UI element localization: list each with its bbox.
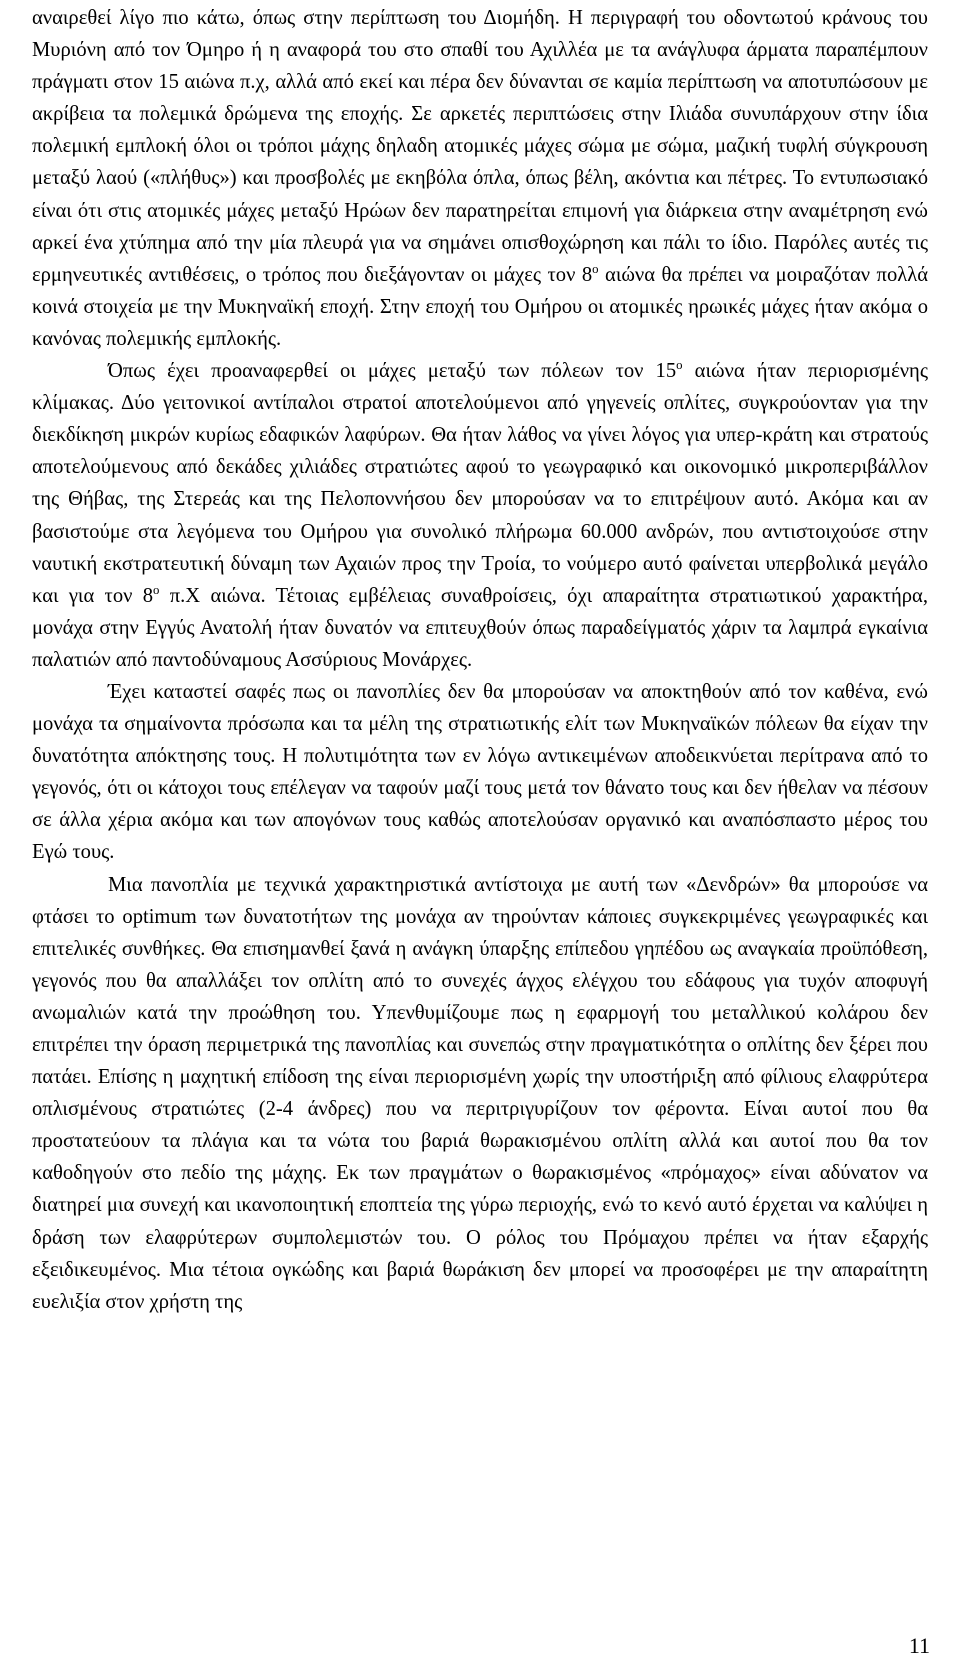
paragraph-1 [32,2,928,355]
superscript: ο [153,582,160,597]
text-run: αιώνα ήταν περιορισμένης κλίμακας. Δύο γειτονικοί αντίπαλοι στρατοί αποτελούμενοι από γηγενείς οπλίτες, συγκρούονταν για την διεκδίκηση μικρών κυρίως εδαφικών λαφύρων. Θα ήταν λάθος να γίνει λόγος για υπερ-κράτη και στρατούς αποτελούμενους από δεκάδες χιλιάδες στρατιώτες αφού το γεωγραφικό και οικονομικό μικροπεριβάλλον της Θήβας, της Στερεάς και της Πελοποννήσου δεν μπορούσαν να το επιτρέψουν αυτό. Ακόμα και αν βασιστούμε στα λεγόμενα του Ομήρου για συνολικό πλήρωμα 60.000 ανδρών, που αντιστοιχούσε στην ναυτική εκστρατευτική δύναμη των Αχαιών προς την Τροία, το νούμερο αυτό φαίνεται υπερβολικά μεγάλο και για τον 8 [32,360,928,607]
paragraph-3 [32,676,928,869]
superscript: ο [676,358,683,373]
text-run: π.Χ αιώνα. Τέτοιας εμβέλειας συναθροίσεις, όχι απαραίτητα στρατιωτικού χαρακτήρα, μονάχα στην Εγγύς Ανατολή ήταν δυνατόν να επιτευχθούν όπως παραδείγματός χάριν τα λαμπρά εγκαίνια παλατιών από παντοδύναμους Ασσύριους Μονάρχες. [32,584,928,671]
text-run: Μια πανοπλία με τεχνικά χαρακτηριστικά αντίστοιχα με αυτή των «Δενδρών» θα μπορούσε να φτάσει το optimum των δυνατοτήτων της μονάχα αν τηρούνταν κάποιες συγκεκριμένες γεωγραφικές και επιτελικές συνθήκες. Θα επισημανθεί ξανά η ανάγκη ύπαρξης επίπεδου γηπέδου ως αναγκαία προϋπόθεση, γεγονός που θα απαλλάξει τον οπλίτη από το συνεχές άγχος ελέγχου του εδάφους για τυχόν αποφυγή ανωμαλιών κατά την προώθηση του. Υπενθυμίζουμε πως η εφαρμογή του μεταλλικού κολάρου δεν επιτρέπει την όραση περιμετρικά της πανοπλίας και συνεπώς στην πραγματικότητα ο οπλίτης δεν ξέρει που πατάει. Επίσης η μαχητική επίδοση της είναι περιορισμένη χωρίς την υποστήριξη από φίλιους ελαφρύτερα οπλισμένους στρατιώτες (2-4 άνδρες) που να περιτριγυρίζουν τον φέροντα. Είναι αυτοί που θα προστατεύουν τα πλάγια και τα νώτα του βαριά θωρακισμένου οπλίτη αλλά και αυτοί που θα τον καθοδηγούν στο πεδίο της μάχης. Εκ των πραγμάτων ο θωρακισμένος «πρόμαχος» είναι αδύνατον να διατηρεί μια συνεχή και ικανοποιητική εποπτεία της γύρω περιοχής, ενώ το κενό αυτό έρχεται να καλύψει η δράση των ελαφρύτερων συμπολεμιστών του. Ο ρόλος του Πρόμαχου πρέπει να ήταν εξαρχής εξειδικευμένος. Μια τέτοια ογκώδης και βαριά θωράκιση δεν μπορεί να προσοφέρει με την απαραίτητη ευελιξία στον χρήστη της [32,873,928,1313]
superscript: ο [592,261,599,276]
text-run: Έχει καταστεί σαφές πως οι πανοπλίες δεν θα μπορούσαν να αποκτηθούν από τον καθένα, ενώ μονάχα τα σημαίνοντα πρόσωπα και τα μέλη της στρατιωτικής ελίτ των Μυκηναϊκών πόλεων θα είχαν την δυνατότητα απόκτησης τους. Η πολυτιμότητα των εν λόγω αντικειμένων αποδεικνύεται περίτρανα από το γεγονός, ότι οι κάτοχοι τους επέλεγαν να ταφούν μαζί τους μετά τον θάνατο τους και δεν ήθελαν να πέσουν σε άλλα χέρια ακόμα και των απογόνων τους καθώς αποτελούσαν οργανικό και αναπόσπαστο μέρος του Εγώ τους. [32,680,928,864]
body-text [32,2,928,1318]
paragraph-2 [32,355,928,676]
page-number: 11 [908,1633,930,1658]
text-run: αιώνα θα πρέπει να μοιραζόταν πολλά κοινά στοιχεία με την Μυκηναϊκή εποχή. Στην εποχή του Ομήρου οι ατομικές ηρωικές μάχες ήταν ακόμα ο κανόνας πολεμικής εμπλοκής. [32,263,928,350]
text-run: αναιρεθεί λίγο πιο κάτω, όπως στην περίπτωση του Διομήδη. Η περιγραφή του οδοντωτού κράνους του Μυριόνη από τον Όμηρο ή η αναφορά του στο σπαθί του Αχιλλέα με τα ανάγλυφα άρματα παραπέμπουν πράγματι στον 15 αιώνα π.χ, αλλά από εκεί και πέρα δεν δύνανται σε καμία περίπτωση να αποτυπώσουν με ακρίβεια τα πολεμικά δρώμενα της εποχής. Σε αρκετές περιπτώσεις στην Ιλιάδα συνυπάρχουν στην ίδια πολεμική εμπλοκή όλοι οι τρόποι μάχης δηλαδη ατομικές μάχες σώμα με σώμα, μαζική τυφλή σύγκρουση μεταξύ λαού («πλήθυς») και προσβολές με εκηβόλα όπλα, όπως βέλη, ακόντια και πέτρες. Το εντυπωσιακό είναι ότι στις ατομικές μάχες μεταξύ Ηρώων δεν παρατηρείται επιμονή για διάρκεια στην αναμέτρηση ενώ αρκεί ένα χτύπημα από την μία πλευρά για να σημάνει οπισθοχώρηση και πάλι το ίδιο. Παρόλες αυτές τις ερμηνευτικές αντιθέσεις, ο τρόπος που διεξάγονταν οι μάχες τον 8 [32,7,928,286]
text-run: Όπως έχει προαναφερθεί οι μάχες μεταξύ των πόλεων τον 15 [108,360,677,383]
paragraph-4 [32,869,928,1318]
